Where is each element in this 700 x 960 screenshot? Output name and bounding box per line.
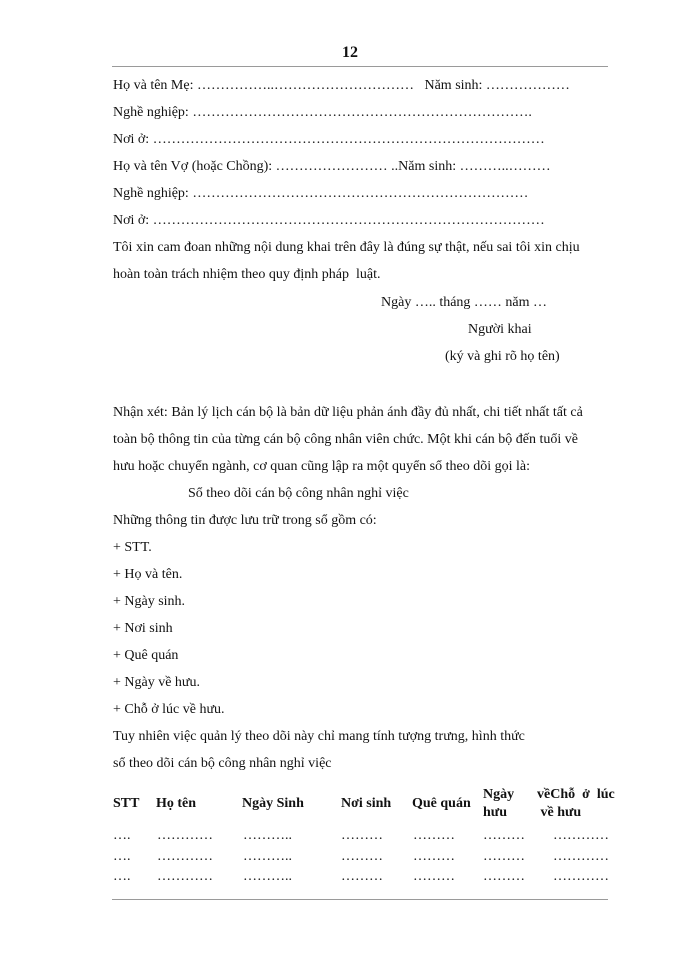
field-item: + Ngày về hưu. <box>113 675 201 690</box>
table-cell: ……… <box>483 828 525 843</box>
table-cell: ………… <box>553 828 609 843</box>
table-cell: ……… <box>341 828 383 843</box>
declaration-date: Ngày ….. tháng …… năm … <box>381 295 548 310</box>
signature-note: (ký và ghi rõ họ tên) <box>445 349 560 364</box>
field-item: + Chỗ ở lúc về hưu. <box>113 702 225 717</box>
table-cell: ………… <box>157 869 213 884</box>
table-cell: …. <box>113 828 131 843</box>
table-header-birthdate: Ngày Sinh <box>242 796 304 811</box>
declaration-line-1: Tôi xin cam đoan những nội dung khai trên đây là đúng sự thật, nếu sai tôi xin chịu <box>113 240 580 255</box>
declarant-label: Người khai <box>468 322 532 337</box>
note-line-1: Tuy nhiên việc quản lý theo dõi này chỉ mang tính tượng trưng, hình thức <box>113 729 525 744</box>
mother-job-line: Nghề nghiệp: ………………………………………………………………. <box>113 105 532 120</box>
table-header-hometown: Quê quán <box>412 796 471 811</box>
table-header-retire-address: vềChỗ ở lúc về hưu <box>537 787 615 820</box>
table-header-retire-date: Ngày hưu <box>483 787 515 820</box>
spouse-address-line: Nơi ở: ………………………………………………………………………… <box>113 213 545 228</box>
table-cell: ……… <box>413 849 455 864</box>
footer-rule <box>112 899 608 900</box>
field-item: + Ngày sinh. <box>113 594 186 609</box>
remark-line-3: hưu hoặc chuyển ngành, cơ quan cũng lập ra một quyển sổ theo dõi gọi là: <box>113 459 530 474</box>
remark-line-2: toàn bộ thông tin của từng cán bộ công nhân viên chức. Một khi cán bộ đến tuổi về <box>113 432 579 447</box>
mother-address-line: Nơi ở: ………………………………………………………………………… <box>113 132 545 147</box>
table-header-name: Họ tên <box>156 796 197 811</box>
field-item: + STT. <box>113 540 152 555</box>
field-item: + Nơi sinh <box>113 621 173 636</box>
table-cell: ……… <box>483 869 525 884</box>
table-cell: ……… <box>413 828 455 843</box>
table-cell: ……….. <box>243 849 292 864</box>
table-cell: ……… <box>341 869 383 884</box>
table-cell: ……….. <box>243 869 292 884</box>
remark-line-1: Nhận xét: Bản lý lịch cán bộ là bản dữ liệu phản ánh đầy đủ nhất, chi tiết nhất tất cả <box>113 405 583 420</box>
table-cell: ………… <box>157 828 213 843</box>
field-item: + Quê quán <box>113 648 179 663</box>
field-item: + Họ và tên. <box>113 567 183 582</box>
fields-intro: Những thông tin được lưu trữ trong sổ gồm có: <box>113 513 377 528</box>
table-cell: …. <box>113 869 131 884</box>
table-cell: ……… <box>413 869 455 884</box>
note-line-2: sổ theo dõi cán bộ công nhân nghỉ việc <box>113 756 332 771</box>
spouse-name-line: Họ và tên Vợ (hoặc Chồng): …………………… ..Năm sinh: ………..……… <box>113 159 551 174</box>
page-number: 12 <box>342 44 358 61</box>
book-title: Sổ theo dõi cán bộ công nhân nghỉ việc <box>188 486 409 501</box>
header-rule <box>112 66 608 67</box>
table-header-stt: STT <box>113 796 140 811</box>
table-cell: ……… <box>483 849 525 864</box>
table-cell: ……… <box>341 849 383 864</box>
spouse-job-line: Nghề nghiệp: ……………………………………………………………… <box>113 186 529 201</box>
mother-name-line: Họ và tên Mẹ: ……………..………………………… Năm sinh: ……………… <box>113 78 570 93</box>
table-cell: ……….. <box>243 828 292 843</box>
table-cell: …. <box>113 849 131 864</box>
table-header-birthplace: Nơi sinh <box>341 796 392 811</box>
table-cell: ………… <box>553 849 609 864</box>
table-cell: ………… <box>157 849 213 864</box>
declaration-line-2: hoàn toàn trách nhiệm theo quy định pháp luật. <box>113 267 381 282</box>
table-cell: ………… <box>553 869 609 884</box>
